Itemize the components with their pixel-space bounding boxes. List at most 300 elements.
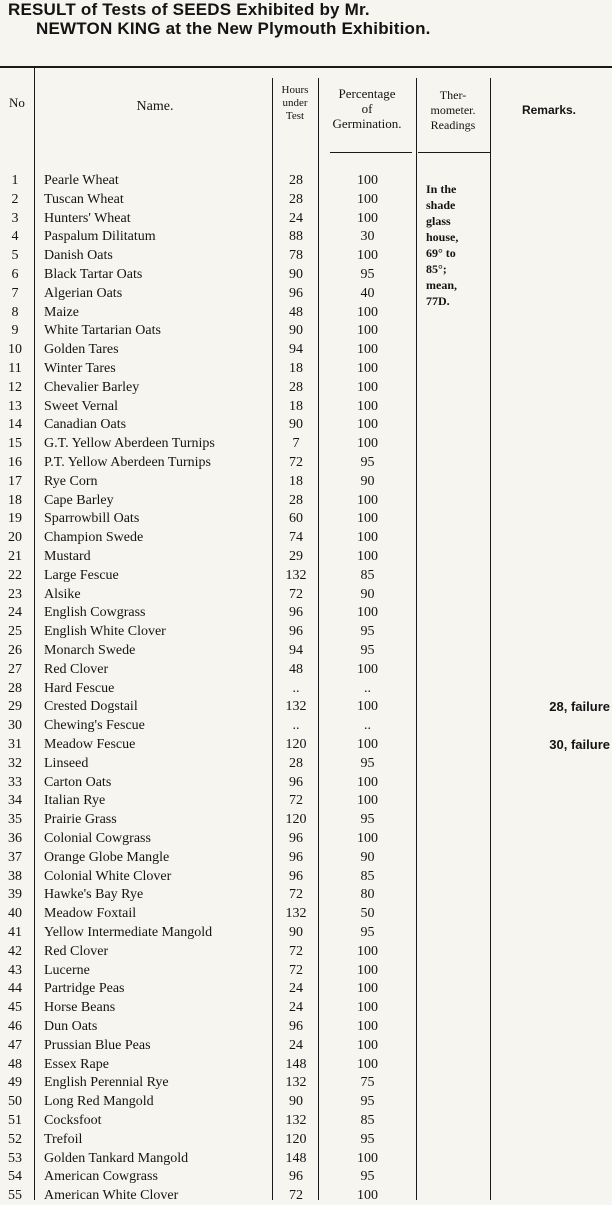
germination-percentage: 100 — [357, 379, 378, 395]
hours-under-test: 24 — [289, 210, 303, 226]
seed-name: Red Clover — [44, 943, 109, 959]
row-number: 2 — [11, 191, 19, 207]
seed-name: English Cowgrass — [44, 605, 146, 621]
row-number: 47 — [8, 1037, 22, 1053]
germination-percentage: 100 — [357, 1150, 378, 1166]
hours-under-test: 72 — [289, 887, 303, 903]
hours-under-test: 78 — [289, 248, 303, 264]
table-row — [0, 1018, 612, 1036]
seed-name: American White Clover — [44, 1188, 179, 1204]
row-number: 35 — [8, 812, 22, 828]
table-row — [0, 1056, 612, 1074]
table-row — [0, 285, 612, 303]
germination-percentage: 90 — [360, 586, 375, 602]
hours-under-test: 132 — [285, 567, 307, 583]
title-line-1: RESULT of Tests of SEEDS Exhibited by Mr. — [8, 0, 370, 19]
remarks: 30, failure — [549, 737, 610, 752]
hours-under-test: 96 — [289, 774, 303, 790]
seed-name: Chevalier Barley — [44, 379, 140, 395]
germination-percentage: 95 — [360, 624, 375, 640]
header-remarks: Remarks. — [521, 103, 577, 117]
table-row — [0, 792, 612, 810]
seed-name: English Perennial Rye — [44, 1075, 169, 1091]
seed-name: Trefoil — [44, 1131, 83, 1147]
table-row — [0, 943, 612, 961]
hours-under-test: 94 — [289, 643, 303, 658]
table-row — [0, 1187, 612, 1205]
table-row — [0, 304, 612, 322]
header-pct-2: of — [361, 101, 373, 116]
hours-under-test: 18 — [289, 361, 303, 376]
hours-under-test: 90 — [289, 417, 303, 433]
header-thermo-1: Ther- — [439, 88, 467, 102]
row-number: 42 — [8, 943, 22, 959]
table-row — [0, 247, 612, 265]
header-bottom-rule-2 — [418, 152, 490, 153]
germination-percentage: 95 — [360, 1094, 375, 1110]
germination-percentage: 90 — [360, 473, 375, 489]
seed-name: Tuscan Wheat — [44, 191, 124, 207]
seed-name: Mustard — [44, 549, 91, 564]
germination-percentage: .. — [364, 718, 371, 734]
row-number: 48 — [8, 1056, 22, 1072]
table-row — [0, 510, 612, 528]
hours-under-test: 148 — [285, 1056, 307, 1072]
row-number: 33 — [8, 774, 22, 790]
germination-percentage: 90 — [360, 849, 375, 865]
table-row — [0, 228, 612, 246]
hours-under-test: 132 — [285, 1113, 307, 1128]
table-row — [0, 1168, 612, 1186]
seed-name: Crested Dogstail — [44, 699, 138, 715]
table-row — [0, 1074, 612, 1092]
table-row — [0, 191, 612, 209]
row-number: 52 — [8, 1131, 22, 1147]
row-number: 45 — [8, 1000, 22, 1016]
header-name: Name. — [136, 99, 174, 114]
header-thermo-3: Readings — [430, 118, 476, 132]
hours-under-test: 28 — [289, 191, 303, 207]
seed-name: Sweet Vernal — [44, 398, 118, 414]
row-number: 24 — [8, 605, 22, 621]
seed-name: Sparrowbill Oats — [44, 511, 140, 527]
table-row — [0, 341, 612, 359]
table-row — [0, 435, 612, 453]
row-number: 37 — [8, 849, 22, 865]
row-number: 36 — [8, 831, 22, 846]
header-thermo-2: mometer. — [430, 103, 476, 117]
row-number: 19 — [8, 511, 22, 527]
seed-name: Essex Rape — [44, 1056, 109, 1072]
germination-percentage: 100 — [357, 1019, 378, 1034]
germination-percentage: 100 — [357, 774, 378, 790]
hours-under-test: 90 — [289, 925, 303, 940]
table-row — [0, 623, 612, 641]
thermo-note-line: mean, — [426, 278, 457, 292]
table-row — [0, 210, 612, 228]
table-row — [0, 698, 612, 716]
row-number: 25 — [8, 624, 22, 640]
thermo-note-line: shade — [426, 198, 456, 212]
title-line-2: NEWTON KING at the New Plymouth Exhibition. — [36, 19, 431, 38]
germination-percentage: 100 — [357, 699, 378, 715]
seed-name: Dun Oats — [44, 1019, 98, 1034]
table-row — [0, 717, 612, 735]
germination-percentage: 100 — [357, 1000, 378, 1016]
row-number: 49 — [8, 1075, 22, 1091]
table-row — [0, 661, 612, 679]
hours-under-test: 72 — [289, 455, 303, 470]
row-number: 23 — [8, 586, 22, 602]
seed-name: Pearle Wheat — [44, 173, 119, 188]
row-number: 41 — [8, 925, 22, 940]
row-number: 27 — [8, 661, 22, 677]
table-row — [0, 586, 612, 604]
hours-under-test: 96 — [289, 1169, 303, 1185]
row-number: 43 — [8, 962, 22, 978]
germination-percentage: 95 — [360, 455, 375, 470]
seed-name: Monarch Swede — [44, 643, 136, 658]
seed-name: Cape Barley — [44, 492, 114, 508]
hours-under-test: 96 — [289, 849, 303, 865]
hours-under-test: 88 — [289, 229, 303, 245]
seed-name: Hawke's Bay Rye — [44, 887, 144, 903]
row-number: 50 — [8, 1094, 22, 1110]
seed-name: Hunters' Wheat — [44, 210, 131, 226]
row-number: 17 — [8, 473, 22, 489]
row-number: 51 — [8, 1113, 22, 1128]
germination-percentage: 100 — [357, 605, 378, 621]
hours-under-test: 72 — [289, 586, 303, 602]
germination-percentage: 100 — [357, 342, 378, 358]
hours-under-test: 29 — [289, 549, 303, 564]
seed-name: Carton Oats — [44, 774, 112, 790]
hours-under-test: 7 — [292, 436, 300, 452]
seed-name: Danish Oats — [44, 248, 113, 264]
row-number: 10 — [8, 342, 22, 358]
germination-percentage: 100 — [357, 1056, 378, 1072]
thermo-note-line: 85°; — [426, 262, 447, 276]
table-row — [0, 454, 612, 472]
hours-under-test: 74 — [289, 530, 303, 546]
thermo-note-line: 77D. — [426, 294, 450, 308]
germination-percentage: 50 — [360, 906, 375, 922]
header-hours — [272, 84, 318, 123]
germination-percentage: 100 — [357, 981, 378, 997]
seed-name: Horse Beans — [44, 1000, 116, 1016]
table-row — [0, 1093, 612, 1111]
row-number: 14 — [8, 417, 22, 433]
seed-name: White Tartarian Oats — [44, 323, 161, 339]
row-number: 8 — [11, 304, 19, 320]
hours-under-test: .. — [292, 718, 300, 734]
seed-name: English White Clover — [44, 624, 166, 640]
germination-percentage: 85 — [360, 1113, 375, 1128]
germination-percentage: .. — [364, 680, 371, 696]
table-row — [0, 1112, 612, 1130]
hours-under-test: 18 — [289, 473, 303, 489]
table-row — [0, 172, 612, 190]
table-row — [0, 680, 612, 698]
hours-under-test: 90 — [289, 323, 303, 339]
table-row — [0, 905, 612, 923]
hours-under-test: 28 — [289, 492, 303, 508]
header-hours-2: under — [282, 97, 308, 109]
germination-percentage: 100 — [357, 549, 378, 564]
row-number: 21 — [8, 549, 22, 564]
germination-percentage: 100 — [357, 361, 378, 376]
germination-percentage: 100 — [357, 173, 378, 188]
table-row — [0, 492, 612, 510]
hours-under-test: 96 — [289, 831, 303, 846]
seed-name: Canadian Oats — [44, 417, 127, 433]
table-row — [0, 924, 612, 942]
table-row — [0, 999, 612, 1017]
hours-under-test: 96 — [289, 868, 303, 884]
row-number: 55 — [8, 1188, 22, 1204]
table-row — [0, 1150, 612, 1168]
germination-percentage: 100 — [357, 831, 378, 846]
table-row — [0, 416, 612, 434]
hours-under-test: 24 — [289, 1000, 303, 1016]
germination-percentage: 100 — [357, 737, 378, 752]
thermo-note-line: 69° to — [426, 246, 456, 260]
germination-percentage: 100 — [357, 793, 378, 809]
seed-name: Cocksfoot — [44, 1113, 102, 1128]
hours-under-test: 120 — [285, 812, 307, 828]
table-row — [0, 529, 612, 547]
table-row — [0, 398, 612, 416]
header-pct-3: Germination. — [332, 116, 402, 131]
hours-under-test: 132 — [285, 1075, 307, 1091]
row-number: 39 — [8, 887, 22, 903]
row-number: 22 — [8, 567, 22, 583]
table-row — [0, 736, 612, 754]
hours-under-test: 132 — [285, 906, 307, 922]
hours-under-test: 24 — [289, 981, 303, 997]
germination-percentage: 100 — [357, 436, 378, 452]
table-row — [0, 811, 612, 829]
table-row — [0, 266, 612, 284]
row-number: 11 — [8, 361, 22, 376]
germination-percentage: 100 — [357, 417, 378, 433]
hours-under-test: 60 — [289, 511, 303, 527]
header-bottom-rule — [330, 152, 412, 153]
row-number: 4 — [11, 229, 19, 245]
seed-name: Long Red Mangold — [44, 1094, 154, 1110]
hours-under-test: 96 — [289, 285, 303, 301]
hours-under-test: 28 — [289, 755, 303, 771]
germination-percentage: 100 — [357, 943, 378, 959]
seed-name: Golden Tankard Mangold — [44, 1150, 189, 1166]
germination-percentage: 95 — [360, 267, 375, 282]
germination-percentage: 100 — [357, 962, 378, 978]
seed-name: Rye Corn — [44, 473, 98, 489]
row-number: 1 — [11, 173, 19, 188]
hours-under-test: 48 — [289, 661, 303, 677]
table-row — [0, 1131, 612, 1149]
page-title — [6, 0, 606, 38]
hours-under-test: 132 — [285, 699, 307, 715]
hours-under-test: 28 — [289, 379, 303, 395]
hours-under-test: 24 — [289, 1037, 303, 1053]
header-hours-1: Hours — [281, 84, 309, 96]
seed-name: Yellow Intermediate Mangold — [44, 925, 213, 940]
germination-percentage: 95 — [360, 643, 375, 658]
table-row — [0, 567, 612, 585]
germination-percentage: 100 — [357, 210, 378, 226]
germination-percentage: 75 — [360, 1075, 375, 1091]
germination-percentage: 100 — [357, 530, 378, 546]
row-number: 3 — [11, 210, 19, 226]
hours-under-test: 72 — [289, 943, 303, 959]
row-number: 7 — [11, 285, 19, 301]
hours-under-test: 96 — [289, 1019, 303, 1034]
row-number: 5 — [11, 248, 19, 264]
table-row — [0, 980, 612, 998]
germination-percentage: 95 — [360, 812, 375, 828]
table-row — [0, 886, 612, 904]
seed-name: Alsike — [44, 586, 81, 602]
header-pct-1: Percentage — [338, 86, 396, 101]
hours-under-test: 90 — [289, 1094, 303, 1110]
germination-percentage: 100 — [357, 492, 378, 508]
hours-under-test: .. — [292, 680, 300, 696]
table-row — [0, 604, 612, 622]
seed-name: Meadow Foxtail — [44, 906, 137, 922]
table-row — [0, 642, 612, 660]
hours-under-test: 96 — [289, 605, 303, 621]
header-hours-3: Test — [285, 110, 305, 122]
germination-percentage: 100 — [357, 1188, 378, 1204]
table-row — [0, 755, 612, 773]
hours-under-test: 96 — [289, 624, 303, 640]
germination-percentage: 100 — [357, 248, 378, 264]
germination-percentage: 100 — [357, 1037, 378, 1053]
table-row — [0, 1037, 612, 1055]
germination-percentage: 30 — [360, 229, 375, 245]
hours-under-test: 120 — [285, 1131, 307, 1147]
seed-name: Large Fescue — [44, 567, 119, 583]
germination-percentage: 100 — [357, 511, 378, 527]
table-row — [0, 962, 612, 980]
seed-name: American Cowgrass — [44, 1169, 158, 1185]
table-row — [0, 360, 612, 378]
remarks: 28, failure — [549, 699, 610, 715]
row-number: 29 — [8, 699, 22, 715]
germination-percentage: 100 — [357, 323, 378, 339]
hours-under-test: 72 — [289, 1188, 303, 1204]
seed-name: P.T. Yellow Aberdeen Turnips — [44, 455, 211, 470]
hours-under-test: 48 — [289, 304, 303, 320]
thermo-note-line: house, — [426, 230, 459, 244]
germination-percentage: 100 — [357, 398, 378, 414]
row-number: 28 — [8, 680, 22, 696]
germination-percentage: 100 — [357, 304, 378, 320]
seed-name: Lucerne — [44, 962, 90, 978]
table-row — [0, 548, 612, 566]
table-row — [0, 379, 612, 397]
row-number: 15 — [8, 436, 22, 452]
seed-name: Orange Globe Mangle — [44, 849, 170, 865]
hours-under-test: 72 — [289, 962, 303, 978]
thermo-note-line: glass — [426, 214, 451, 228]
row-number: 18 — [8, 492, 22, 508]
row-number: 13 — [8, 398, 22, 414]
seed-name: Linseed — [44, 755, 89, 771]
header-no: No — [9, 95, 25, 110]
germination-percentage: 95 — [360, 1169, 375, 1185]
row-number: 40 — [8, 906, 22, 922]
seed-name: Winter Tares — [44, 361, 116, 376]
table-row — [0, 849, 612, 867]
row-number: 44 — [8, 981, 22, 997]
seed-name: Prairie Grass — [44, 812, 117, 828]
seed-name: Hard Fescue — [44, 680, 115, 696]
row-number: 16 — [8, 455, 22, 470]
seed-name: G.T. Yellow Aberdeen Turnips — [44, 436, 215, 452]
hours-under-test: 90 — [289, 267, 303, 282]
seed-name: Maize — [44, 304, 79, 320]
table-row — [0, 868, 612, 886]
hours-under-test: 120 — [285, 737, 307, 752]
row-number: 30 — [8, 718, 22, 734]
seed-name: Italian Rye — [44, 793, 106, 809]
germination-percentage: 100 — [357, 191, 378, 207]
seed-name: Golden Tares — [44, 342, 119, 358]
row-number: 20 — [8, 530, 22, 546]
header-thermometer — [416, 88, 490, 133]
row-number: 32 — [8, 755, 22, 771]
row-number: 34 — [8, 793, 22, 809]
seed-name: Partridge Peas — [44, 981, 125, 997]
seed-name: Meadow Fescue — [44, 737, 136, 752]
seed-name: Colonial Cowgrass — [44, 831, 151, 846]
germination-percentage: 95 — [360, 925, 375, 940]
germination-percentage: 85 — [360, 567, 375, 583]
germination-percentage: 95 — [360, 1131, 375, 1147]
seed-name: Chewing's Fescue — [44, 718, 145, 734]
hours-under-test: 94 — [289, 342, 303, 358]
germination-percentage: 40 — [360, 285, 375, 301]
table-row — [0, 322, 612, 340]
row-number: 12 — [8, 379, 22, 395]
germination-percentage: 100 — [357, 661, 378, 677]
header-percentage — [318, 86, 416, 131]
row-number: 26 — [8, 643, 22, 658]
seed-name: Red Clover — [44, 661, 109, 677]
table-row — [0, 473, 612, 491]
germination-percentage: 85 — [360, 868, 375, 884]
seed-name: Colonial White Clover — [44, 868, 172, 884]
table-row — [0, 774, 612, 792]
row-number: 31 — [8, 737, 22, 752]
row-number: 46 — [8, 1019, 22, 1034]
table-top-rule — [0, 66, 612, 68]
seed-name: Algerian Oats — [44, 285, 123, 301]
germination-percentage: 80 — [360, 887, 375, 903]
row-number: 38 — [8, 868, 22, 884]
row-number: 54 — [8, 1169, 22, 1185]
seed-name: Champion Swede — [44, 530, 144, 546]
row-number: 9 — [11, 323, 19, 339]
table-row — [0, 830, 612, 848]
hours-under-test: 18 — [289, 398, 303, 414]
hours-under-test: 72 — [289, 793, 303, 809]
row-number: 53 — [8, 1150, 22, 1166]
seed-name: Paspalum Dilitatum — [44, 229, 156, 245]
row-number: 6 — [11, 267, 19, 282]
